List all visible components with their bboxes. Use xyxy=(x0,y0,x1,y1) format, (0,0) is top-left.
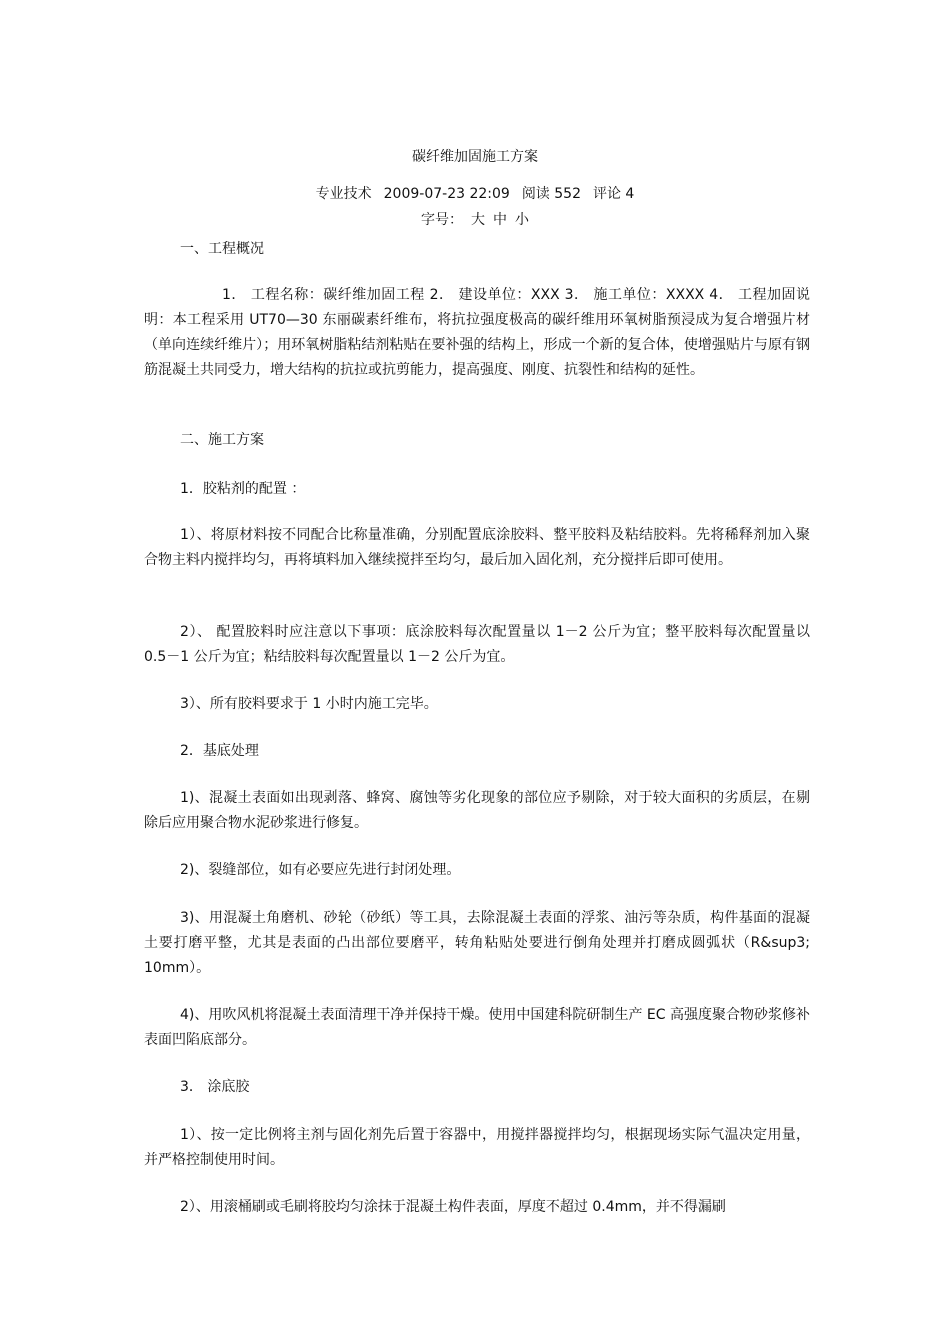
paragraph-adhesive-2: 2）、 配置胶料时应注意以下事项：底涂胶料每次配置量以 1－2 公斤为宜；整平胶料每次配置量以 0.5－1 公斤为宜；粘结胶料每次配置量以 1－2 公斤为宜。 xyxy=(144,624,810,665)
paragraph-primer-1: 1）、按一定比例将主剂与固化剂先后置于容器中，用搅拌器搅拌均匀，根据现场实际气温决定用量，并严格控制使用时间。 xyxy=(144,1127,810,1168)
meta-reads: 阅读 552 xyxy=(521,186,581,202)
paragraph-adhesive-1: 1）、将原材料按不同配合比称量准确，分别配置底涂胶料、整平胶料及粘结胶料。先将稀释剂加入聚合物主料内搅拌均匀，再将填料加入继续搅拌至均匀，最后加入固化剂，充分搅拌后即可使用。 xyxy=(144,527,810,568)
document-title: 碳纤维加固施工方案 xyxy=(412,149,538,165)
paragraph-project-info: 1． 工程名称：碳纤维加固工程 2． 建设单位：XXX 3． 施工单位：XXXX 4． 工程加固说明：本工程采用 UT70—30 东丽碳素纤维布，将抗拉强度极高的碳纤维用环氧树脂预浸成为复合增强片材（单向连续纤维片）；用环氧树脂粘结剂粘贴在要补强的结构上，形成一个新的复合体，使增强贴片与原有钢筋混凝土共同受力，增大结构的抗拉或抗剪能力，提高强度、刚度、抗裂性和结构的延性。 xyxy=(144,287,810,378)
font-size-switcher xyxy=(0,210,950,230)
meta-datetime: 2009-07-23 22:09 xyxy=(383,186,510,202)
subheading-primer: 3． 涂底胶 xyxy=(180,1079,250,1095)
paragraph-adhesive-3: 3）、所有胶料要求于 1 小时内施工完毕。 xyxy=(180,696,438,712)
paragraph-primer-2: 2）、用滚桶刷或毛刷将胶均匀涂抹于混凝土构件表面，厚度不超过 0.4mm，并不得漏刷 xyxy=(180,1199,726,1215)
font-size-large-link[interactable]: 大 xyxy=(471,212,485,228)
section-heading-overview: 一、工程概况 xyxy=(180,241,264,257)
paragraph-substrate-3: 3)、用混凝土角磨机、砂轮（砂纸）等工具，去除混凝土表面的浮浆、油污等杂质，构件基面的混凝土要打磨平整，尤其是表面的凸出部位要磨平，转角粘贴处要进行倒角处理并打磨成圆弧状（R&sup3; 10mm）。 xyxy=(144,910,810,976)
meta-category[interactable]: 专业技术 xyxy=(315,186,372,202)
font-size-label: 字号： xyxy=(421,212,463,228)
paragraph-substrate-2: 2)、裂缝部位，如有必要应先进行封闭处理。 xyxy=(180,862,461,878)
meta-comments[interactable]: 评论 4 xyxy=(592,186,635,202)
paragraph-substrate-1: 1)、混凝土表面如出现剥落、蜂窝、腐蚀等劣化现象的部位应予剔除，对于较大面积的劣质层，在剔除后应用聚合物水泥砂浆进行修复。 xyxy=(144,790,810,831)
subheading-adhesive: 1．胶粘剂的配置 ： xyxy=(180,481,306,497)
paragraph-substrate-4: 4)、用吹风机将混凝土表面清理干净并保持干燥。使用中国建科院研制生产 EC 高强度聚合物砂浆修补表面凹陷底部分。 xyxy=(144,1007,810,1048)
font-size-medium-link[interactable]: 中 xyxy=(493,212,507,228)
section-heading-plan: 二、施工方案 xyxy=(180,432,264,448)
font-size-small-link[interactable]: 小 xyxy=(515,212,529,228)
subheading-substrate: 2．基底处理 xyxy=(180,743,259,759)
meta-line xyxy=(0,184,950,204)
